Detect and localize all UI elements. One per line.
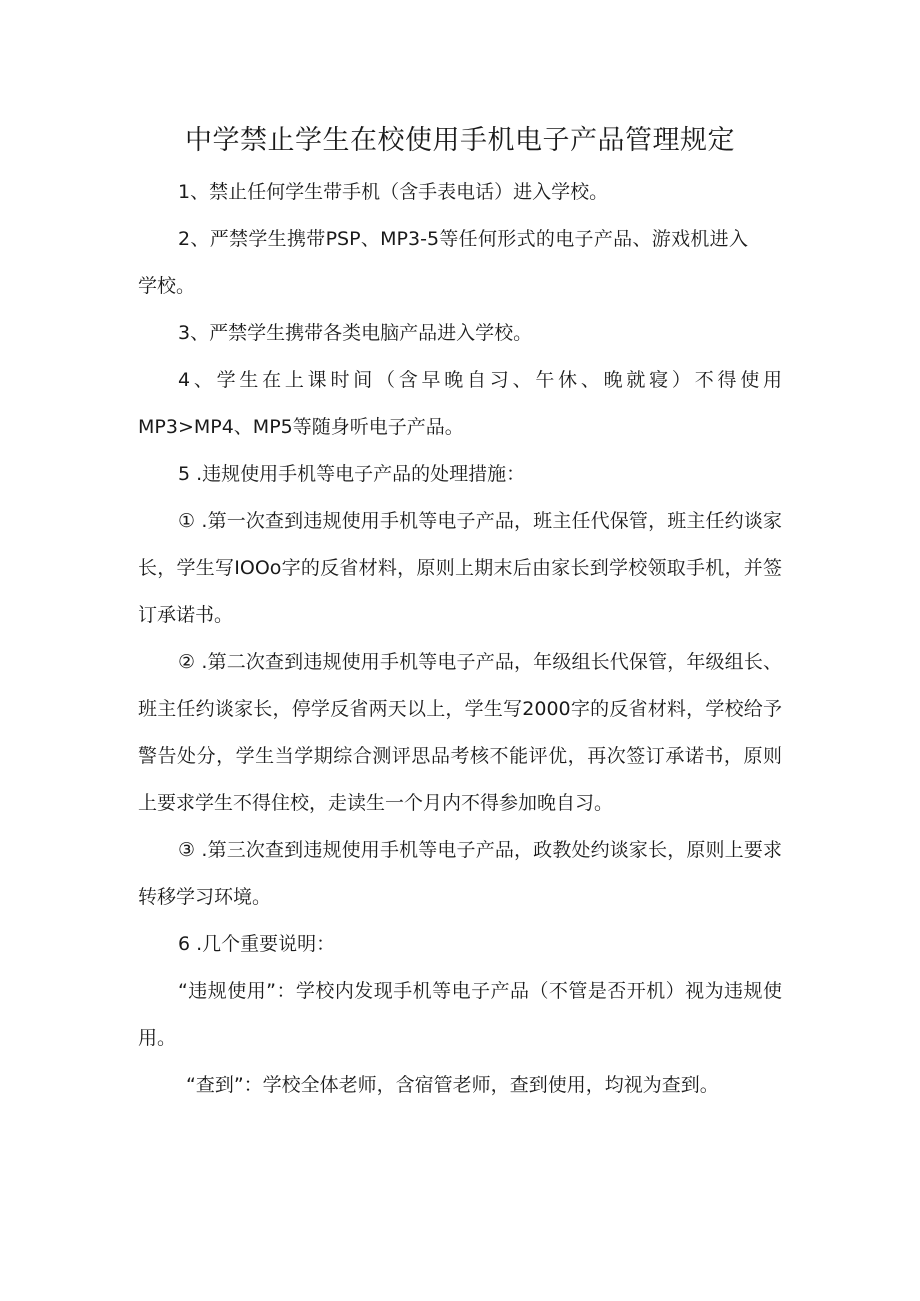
paragraph-rule-4: 4、学生在上课时间（含早晚自习、午休、晚就寝）不得使用MP3>MP4、MP5等随身听电子产品。 xyxy=(138,369,782,438)
paragraph-rule-5: 5 .违规使用手机等电子产品的处理措施： xyxy=(178,463,526,485)
paragraph-rule-3: 3、严禁学生携带各类电脑产品进入学校。 xyxy=(178,322,533,344)
paragraph-rule-2: 2、严禁学生携带PSP、MP3-5等任何形式的电子产品、游戏机进入学校。 xyxy=(138,228,748,297)
paragraph-measure-second: ② .第二次查到违规使用手机等电子产品，年级组长代保管，年级组长、班主任约谈家长，停学反省两天以上，学生写2000字的反省材料，学校给予警告处分，学生当学期综合测评思品考核不能评优，再次签订承诺书，原则上要求学生不得住校，走读生一个月内不得参加晚自习。 xyxy=(138,651,782,814)
paragraph-measure-first: ① .第一次查到违规使用手机等电子产品，班主任代保管，班主任约谈家长，学生写IOOo字的反省材料，原则上期末后由家长到学校领取手机，并签订承诺书。 xyxy=(138,510,782,626)
paragraph-rule-1: 1、禁止任何学生带手机（含手表电话）进入学校。 xyxy=(178,181,609,203)
paragraph-definition-caught: “查到”：学校全体老师，含宿管老师，查到使用，均视为查到。 xyxy=(186,1074,719,1096)
paragraph-measure-third: ③ .第三次查到违规使用手机等电子产品，政教处约谈家长，原则上要求转移学习环境。 xyxy=(138,839,782,908)
document-title: 中学禁止学生在校使用手机电子产品管理规定 xyxy=(185,125,735,156)
paragraph-definition-violation: “违规使用”：学校内发现手机等电子产品（不管是否开机）视为违规使用。 xyxy=(138,980,782,1049)
paragraph-rule-6: 6 .几个重要说明： xyxy=(178,933,336,955)
